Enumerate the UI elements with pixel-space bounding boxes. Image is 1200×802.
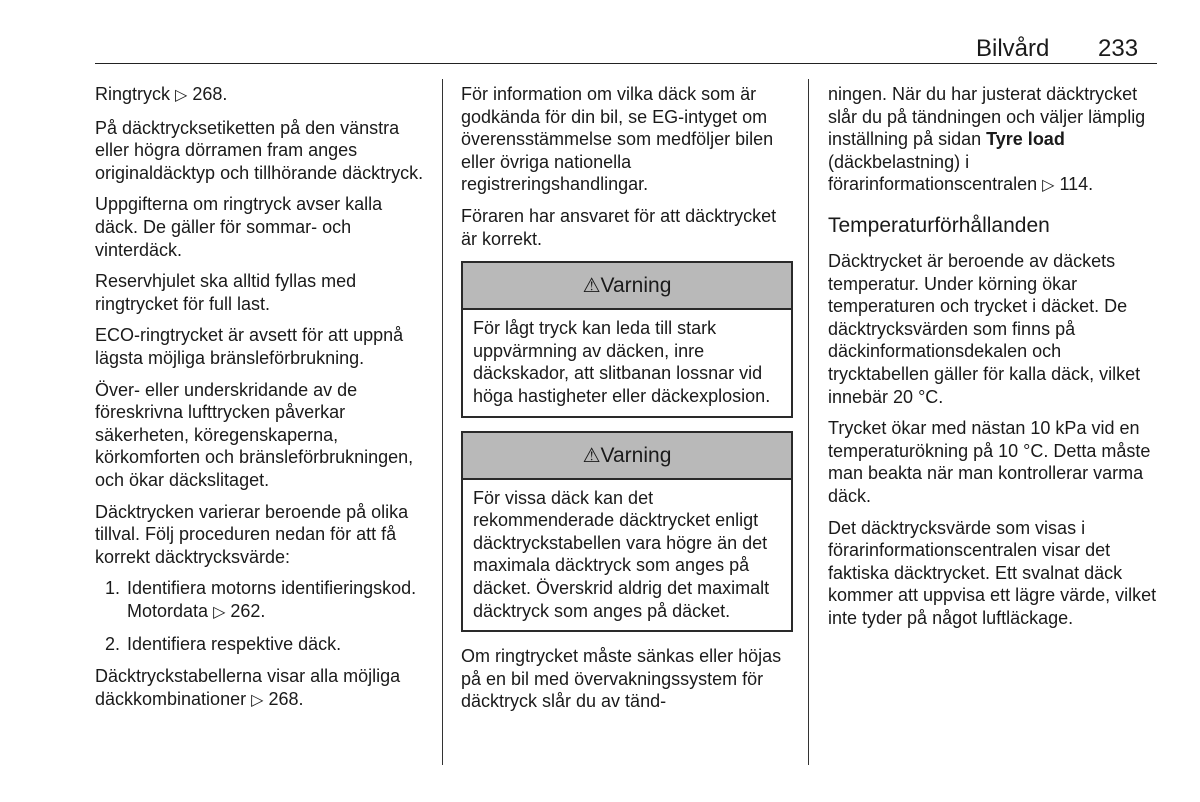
page-number: 233 xyxy=(1098,35,1139,62)
arrow-right-outline-icon: ▷ xyxy=(175,87,188,104)
warning-triangle-icon: ⚠ xyxy=(582,275,601,298)
page-reference: 114. xyxy=(1059,174,1094,195)
warning-triangle-icon: ⚠ xyxy=(582,444,601,467)
column-divider xyxy=(442,79,443,765)
paragraph: Det däcktrycksvärde som visas i förarinformationscentralen visar det faktiska däcktrycket. Ett svalnat däck kommer att uppvisa ett lägre värde, vilket inte tyder på något luftläckage. xyxy=(828,517,1157,628)
arrow-right-outline-icon: ▷ xyxy=(213,603,226,621)
column-1 xyxy=(95,83,428,721)
warning-header xyxy=(463,433,791,478)
section-heading: Temperaturförhållanden xyxy=(828,213,1050,237)
list-item: 2. Identifiera respektive däck. xyxy=(105,634,342,655)
warning-text: För lågt tryck kan leda till stark uppvärmning av däcken, inre däckskador, att slitbanan lossnar vid höga hastigheter eller däckexplosion. xyxy=(463,308,791,415)
paragraph: ECO-ringtrycket är avsett för att uppnå lägsta möjliga bränsleförbrukning. xyxy=(95,325,404,368)
column-2 xyxy=(461,83,793,722)
paragraph: Reservhjulet ska alltid fyllas med ringtrycket för full last. xyxy=(95,271,357,314)
paragraph: Ringtryck ▷ 268. xyxy=(95,84,228,104)
list-number: 2. xyxy=(105,634,121,655)
header-divider xyxy=(95,63,1157,64)
column-divider xyxy=(808,79,809,765)
page-reference: 262. xyxy=(230,600,266,621)
menu-setting-name: Tyre load xyxy=(986,129,1065,150)
paragraph: Däcktrycket är beroende av däckets temperatur. Under körning ökar temperaturen och trycket i däcket. De däcktrycksvärden som finns på däckinformationsdekalen och trycktabellen gäller för kalla däck, vilket innebär 20 °C. xyxy=(828,250,1141,407)
warning-box xyxy=(461,261,793,417)
numbered-list xyxy=(95,577,428,656)
paragraph: Om ringtrycket måste sänkas eller höjas på en bil med övervakningssystem för däcktryck slår du av tänd- xyxy=(461,646,782,712)
paragraph: Däcktrycken varierar beroende på olika tillval. Följ proceduren nedan för att få korrekt däcktrycksvärde: xyxy=(95,501,409,567)
list-item: 1. Identifiera motorns identifieringskod. Motordata ▷ 262. xyxy=(105,577,428,624)
page-reference: 268. xyxy=(268,688,304,709)
section-title: Bilvård xyxy=(976,35,1050,62)
warning-title: Varning xyxy=(600,443,672,467)
paragraph: Föraren har ansvaret för att däcktrycket är korrekt. xyxy=(461,205,777,249)
column-3 xyxy=(828,83,1161,638)
warning-header xyxy=(463,263,791,308)
paragraph: Över- eller underskridande av de föreskrivna lufttrycken påverkar säkerheten, köregenskaperna, körkomforten och bränsleförbrukningen, och ökar däckslitaget. xyxy=(95,379,414,490)
paragraph: På däcktrycksetiketten på den vänstra eller högra dörramen fram anges originaldäcktyp och tillhörande däcktryck. xyxy=(95,117,424,183)
warning-title: Varning xyxy=(600,274,672,298)
paragraph: Trycket ökar med nästan 10 kPa vid en temperaturökning på 10 °C. Detta måste man beakta när man kontrollerar varma däck. xyxy=(828,418,1151,506)
paragraph: För information om vilka däck som är godkända för din bil, se EG-intyget om överensstämmelse som medföljer bilen eller övriga nationella registreringshandlingar. xyxy=(461,84,774,195)
warning-text: För vissa däck kan det rekommenderade däcktrycket enligt däcktryckstabellen vara högre än det maximala däcktryck som anges på däcket. Överskrid aldrig det maximalt däcktryck som anges på däcket. xyxy=(463,478,791,631)
arrow-right-outline-icon: ▷ xyxy=(251,691,264,709)
warning-box xyxy=(461,431,793,633)
list-number: 1. xyxy=(105,578,121,599)
arrow-right-outline-icon: ▷ xyxy=(1042,177,1055,195)
paragraph: Uppgifterna om ringtryck avser kalla däck. De gäller för sommar- och vinterdäck. xyxy=(95,194,383,260)
paragraph: Däcktryckstabellerna visar alla möjliga däckkombinationer ▷ 268. xyxy=(95,666,401,709)
page-reference: 268. xyxy=(192,84,228,104)
paragraph: ningen. När du har justerat däcktrycket slår du på tändningen och väljer lämplig inställning på sidan Tyre load (däckbelastning) i förarinformationscentralen ▷ 114. xyxy=(828,84,1146,195)
